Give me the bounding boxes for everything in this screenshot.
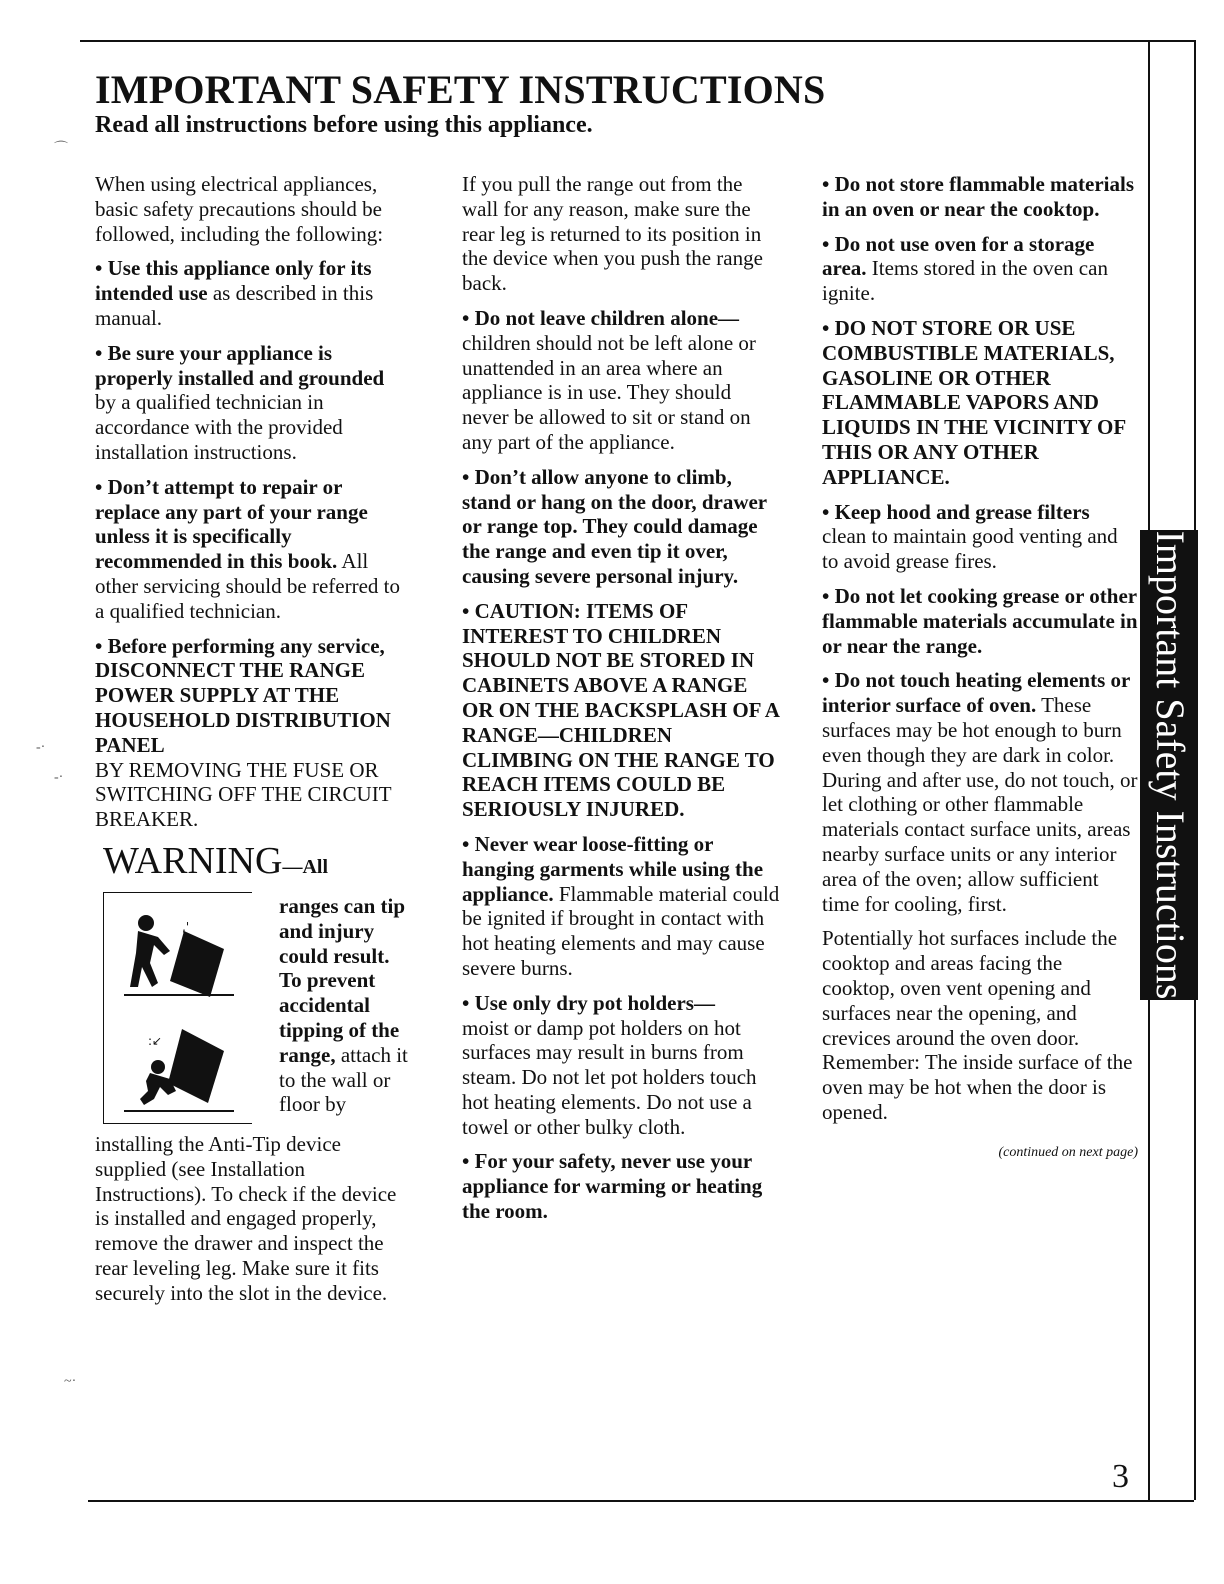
instruction-text: as described in this manual. [95, 281, 374, 330]
warning-bold: ranges can tip and injury could result. To prevent accidental tipping of the range, [279, 893, 405, 1067]
child-climbing-range-icon [124, 1015, 234, 1115]
warning-block [95, 892, 410, 1132]
bottom-rule [88, 1500, 1194, 1502]
instruction-no-oven-storage [822, 232, 1138, 306]
scan-mark: -· [54, 770, 64, 785]
instruction-children-alone [462, 306, 782, 455]
instruction-bold: • Do not touch heating elements or interior surface of oven. [822, 668, 1130, 718]
instruction-disconnect [95, 634, 410, 832]
instruction-intended-use [95, 256, 410, 330]
svg-text::↙: :↙ [148, 1033, 163, 1048]
instruction-bold: • Do not let cooking grease or other flammable materials accumulate in or near the range. [822, 583, 1138, 658]
page-number: 3 [1112, 1458, 1129, 1495]
top-rule [80, 40, 1194, 42]
instruction-text: moist or damp pot holders on hot surfaces may result in burns from steam. Do not let pot holders touch hot heating elements. Do not use a towel or other bulky cloth. [462, 1015, 757, 1139]
instruction-bold: • Keep hood and grease filters [822, 499, 1090, 524]
instruction-text: clean to maintain good venting and to avoid grease fires. [822, 524, 1118, 574]
column-2 [462, 172, 782, 1234]
intro-paragraph: When using electrical appliances, basic safety precautions should be followed, including the following: [95, 172, 384, 246]
tipping-range-icon [124, 901, 234, 1001]
instruction-cooking-grease [822, 584, 1138, 658]
instruction-caution-children [462, 599, 782, 822]
instruction-repair [95, 475, 410, 624]
column-1 [95, 172, 410, 1316]
instruction-text: Flammable material could be ignited if brought in contact with hot heating elements and may cause severe burns. [462, 881, 780, 980]
instruction-text: These surfaces may be hot enough to burn even though they are dark in color. During and after use, do not touch, or let clothing or other flammable materials contact surface units, areas nearby surface units or any interior area of the oven; allow sufficient time for cooling, first. [822, 693, 1138, 916]
instruction-no-flammable-storage [822, 172, 1138, 222]
instruction-text: BY REMOVING THE FUSE OR SWITCHING OFF THE CIRCUIT BREAKER. [95, 757, 392, 832]
continued-note: (continued on next page) [998, 1144, 1138, 1160]
instruction-bold: • Don’t attempt to repair or replace any part of your range unless it is specifically recommended in this book. [95, 474, 368, 574]
instruction-dry-pot-holders [462, 991, 782, 1140]
instruction-bold: • DO NOT STORE OR USE COMBUSTIBLE MATERIALS, GASOLINE OR OTHER FLAMMABLE VAPORS AND LIQUIDS IN THE VICINITY OF THIS OR ANY OTHER APPLIANCE. [822, 315, 1126, 489]
instruction-bold: • CAUTION: ITEMS OF INTEREST TO CHILDREN SHOULD NOT BE STORED IN CABINETS ABOVE A RANGE OR ON THE BACKSPLASH OF A RANGE—CHILDREN CLIMBING ON THE RANGE TO REACH ITEMS COULD BE SERIOUSLY INJURED. [462, 598, 779, 822]
instruction-installed-grounded [95, 341, 410, 465]
warning-text: attach it to the wall or floor by [279, 1042, 408, 1117]
instruction-bold: • Before performing any service, DISCONNECT THE RANGE POWER SUPPLY AT THE HOUSEHOLD DISTRIBUTION PANEL [95, 633, 391, 757]
side-tab-label: Important Safety Instructions [1148, 530, 1193, 1000]
instruction-bold: • Do not leave children alone— [462, 305, 740, 330]
instruction-bold: • Use only dry pot holders— [462, 990, 715, 1015]
scan-mark: ~· [64, 1374, 77, 1389]
warning-heading [103, 840, 410, 888]
instruction-heating-elements [822, 668, 1138, 916]
warning-word: WARNING [103, 839, 283, 882]
instruction-bold: • Use this appliance only for its intended use [95, 256, 372, 306]
instruction-bold: • Never wear loose-fitting or hanging garments while using the appliance. [462, 831, 764, 906]
instruction-text: by a qualified technician in accordance with the provided installation instructions. [95, 390, 343, 464]
scan-mark: ⌒ [54, 142, 68, 157]
instruction-bold: • Do not use oven for a storage area. [822, 231, 1095, 281]
column-3 [822, 172, 1138, 1165]
page-subtitle: Read all instructions before using this appliance. [95, 112, 593, 138]
warning-continuation: installing the Anti-Tip device supplied (see Installation Instructions). To check if the device is installed and engaged properly, remove the drawer and inspect the rear leveling leg. Make sure it fits securely into the slot in the device. [95, 1131, 397, 1305]
warning-side-text [279, 894, 411, 1117]
instruction-combustible-materials [822, 316, 1138, 490]
svg-text:,': ,' [182, 919, 190, 934]
pull-range-paragraph: If you pull the range out from the wall for any reason, make sure the rear leg is returned to its position in the device when you push the range back. [462, 172, 763, 296]
instruction-bold: • For your safety, never use your appliance for warming or heating the room. [462, 1149, 763, 1224]
hot-surfaces-paragraph: Potentially hot surfaces include the cooktop and areas facing the cooktop, oven vent opening and surfaces near the opening, and crevices around the oven door. Remember: The inside surface of the oven may be hot when the door is opened. [822, 926, 1133, 1124]
instruction-bold: • Don’t allow anyone to climb, stand or hang on the door, drawer or range top. They could damage the range and even tip it over, causing severe personal injury. [462, 464, 767, 588]
instruction-loose-garments [462, 832, 782, 981]
page-title: IMPORTANT SAFETY INSTRUCTIONS [95, 67, 826, 112]
instruction-text: Items stored in the oven can ignite. [822, 256, 1108, 306]
instruction-hood-filters [822, 500, 1138, 574]
instruction-text: All other servicing should be referred to a qualified technician. [95, 549, 400, 623]
instruction-bold: • Do not store flammable materials in an oven or near the cooktop. [822, 172, 1134, 221]
warning-dash: —All [282, 855, 328, 878]
instruction-text: children should not be left alone or unattended in an area where an appliance is in use. They should never be allowed to sit or stand on any part of the appliance. [462, 330, 756, 454]
instruction-bold: • Be sure your appliance is properly installed and grounded [95, 340, 385, 390]
warning-figure-box [103, 892, 252, 1124]
scan-mark: -· [36, 740, 46, 755]
instruction-no-room-heating [462, 1149, 782, 1223]
instruction-no-climbing [462, 465, 782, 589]
